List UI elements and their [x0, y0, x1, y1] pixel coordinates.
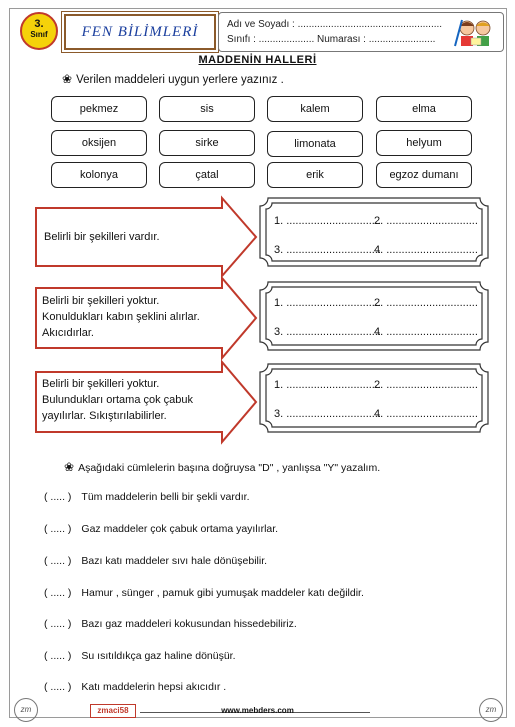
arrow-3-line-3: yayılırlar. Sıkıştırılabilirler.	[42, 410, 167, 422]
statement-text: Su ısıtıldıkça gaz haline dönüşür.	[81, 650, 236, 662]
statement-text: Gaz maddeler çok çabuk ortama yayılırlar.	[81, 523, 279, 535]
arrow-1-text	[44, 229, 160, 245]
arrow-3-line-1: Belirli bir şekilleri yoktur.	[42, 378, 160, 390]
word-box: helyum	[376, 130, 472, 156]
answer-blank[interactable]: ( ..... )	[44, 555, 72, 567]
corner-logo-right: zm	[479, 698, 503, 722]
corner-logo-left: zm	[14, 698, 38, 722]
subject-title: FEN BİLİMLERİ	[64, 14, 216, 50]
answer-blank[interactable]: ( ..... )	[44, 523, 72, 535]
word-box: kolonya	[51, 162, 147, 188]
word-box: erik	[267, 162, 363, 188]
flower-icon: ❀	[62, 72, 73, 86]
blank-1-4[interactable]: 4. ..............................	[374, 244, 478, 256]
blank-1-2[interactable]: 2. ..............................	[374, 215, 478, 227]
statement-row	[44, 618, 297, 630]
instruction-1-text: Verilen maddeleri uygun yerlere yazınız .	[76, 74, 284, 86]
instruction-2	[64, 460, 380, 474]
statement-row	[44, 650, 236, 662]
grade-word: Sınıf	[30, 30, 48, 39]
blank-1-3[interactable]: 3. ...............................	[274, 244, 381, 256]
statement-row	[44, 523, 278, 535]
footer-website-link[interactable]: www.mebders.com	[221, 706, 294, 715]
word-box: limonata	[267, 131, 363, 157]
arrow-2-text	[42, 293, 200, 341]
answer-blank[interactable]: ( ..... )	[44, 587, 72, 599]
arrow-2-line-2: Konuldukları kabın şeklini alırlar.	[42, 311, 200, 323]
statement-row	[44, 491, 249, 503]
flower-icon: ❀	[64, 460, 75, 474]
statement-text: Tüm maddelerin belli bir şekli vardır.	[81, 491, 250, 503]
word-box: sis	[159, 96, 255, 122]
word-box: egzoz dumanı	[376, 162, 472, 188]
answer-blank[interactable]: ( ..... )	[44, 491, 72, 503]
arrow-2-line-3: Akıcıdırlar.	[42, 327, 94, 339]
blank-2-2[interactable]: 2. ..............................	[374, 297, 478, 309]
instruction-2-text: Aşağıdaki cümlelerin başına doğruysa "D" , yanlışsa "Y" yazalım.	[78, 462, 381, 474]
arrow-3-line-2: Bulundukları ortama çok çabuk	[42, 394, 194, 406]
blank-2-1[interactable]: 1. ...............................	[274, 297, 381, 309]
statement-row	[44, 587, 364, 599]
arrow-3-text	[42, 376, 193, 424]
blank-1-1[interactable]: 1. ...............................	[274, 215, 381, 227]
statement-text: Hamur , sünger , pamuk gibi yumuşak maddeler katı değildir.	[81, 587, 364, 599]
word-box: pekmez	[51, 96, 147, 122]
arrow-1-line-1: Belirli bir şekilleri vardır.	[44, 231, 160, 243]
blank-3-2[interactable]: 2. ..............................	[374, 379, 478, 391]
grade-number: 3.	[34, 18, 44, 30]
answer-frames	[260, 198, 488, 432]
name-field[interactable]: Adı ve Soyadı : ....................................................	[227, 19, 443, 30]
footer-tag: zmaci58	[90, 704, 136, 718]
word-box: çatal	[159, 162, 255, 188]
page-title: MADDENİN HALLERİ	[198, 54, 317, 66]
blank-2-4[interactable]: 4. ..............................	[374, 326, 478, 338]
statement-row	[44, 555, 267, 567]
word-box: oksijen	[51, 130, 147, 156]
blank-3-4[interactable]: 4. ..............................	[374, 408, 478, 420]
word-box: elma	[376, 96, 472, 122]
answer-blank[interactable]: ( ..... )	[44, 650, 72, 662]
blank-3-1[interactable]: 1. ...............................	[274, 379, 381, 391]
statement-text: Bazı katı maddeler sıvı hale dönüşebilir.	[81, 555, 268, 567]
word-box: kalem	[267, 96, 363, 122]
class-number-field[interactable]: Sınıfı : .................... Numarası : ........................	[227, 34, 436, 45]
blank-3-3[interactable]: 3. ...............................	[274, 408, 381, 420]
arrow-2-line-1: Belirli bir şekilleri yoktur.	[42, 295, 160, 307]
answer-blank[interactable]: ( ..... )	[44, 681, 72, 693]
statement-text: Bazı gaz maddeleri kokusundan hissedebiliriz.	[81, 618, 297, 630]
answer-blank[interactable]: ( ..... )	[44, 618, 72, 630]
statement-row	[44, 681, 226, 693]
blank-2-3[interactable]: 3. ...............................	[274, 326, 381, 338]
statement-text: Katı maddelerin hepsi akıcıdır .	[81, 681, 227, 693]
word-box: sirke	[159, 130, 255, 156]
